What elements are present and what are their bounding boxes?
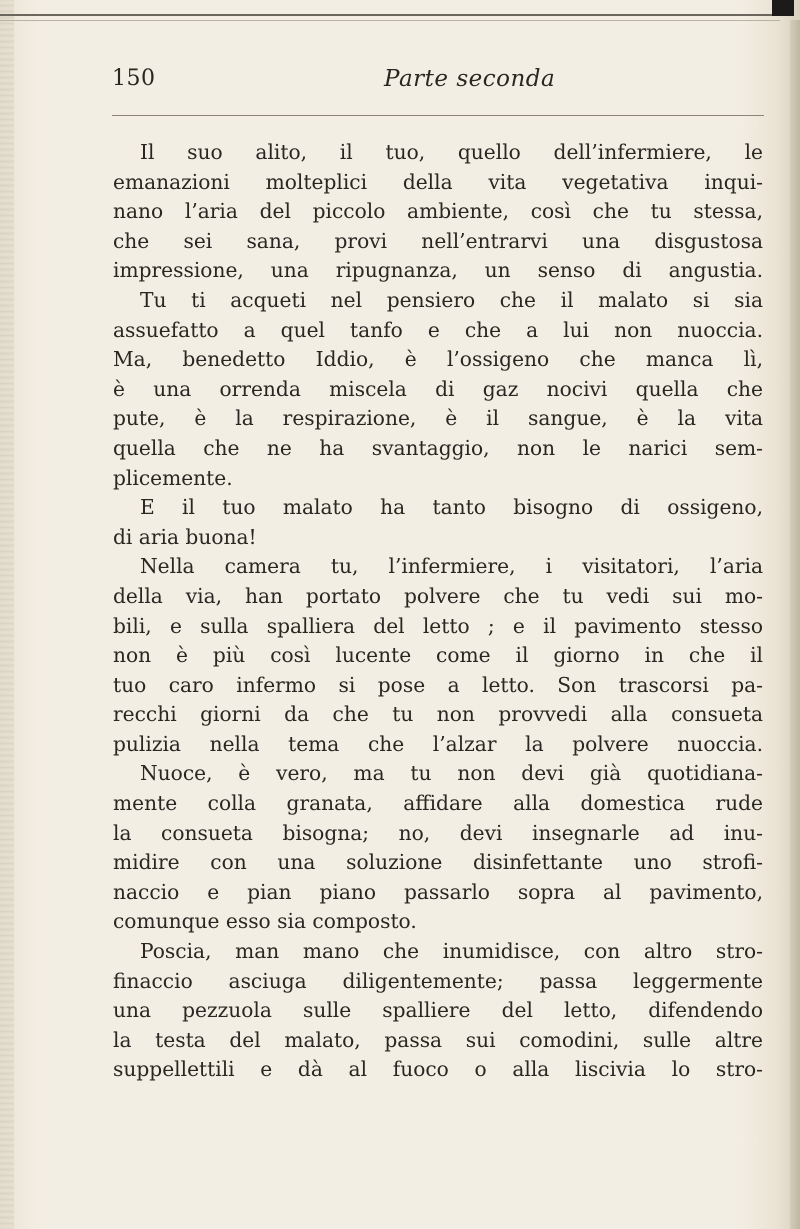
body-text bbox=[113, 138, 763, 1085]
text-line: della via, han portato polvere che tu vedi sui mo- bbox=[113, 583, 763, 608]
running-head: Parte seconda bbox=[384, 66, 556, 92]
text-line: impressione, una ripugnanza, un senso di angustia. bbox=[113, 258, 763, 283]
header-rule bbox=[112, 115, 764, 116]
text-line: plicemente. bbox=[113, 465, 233, 490]
text-line: finaccio asciuga diligentemente; passa leggermente bbox=[113, 968, 763, 993]
text-line: suppellettili e dà al fuoco o alla liscivia lo stro- bbox=[113, 1057, 763, 1082]
page-right-edge bbox=[790, 20, 800, 1229]
page-left-edge bbox=[0, 0, 14, 1229]
text-line: che sei sana, provi nell’entrarvi una disgustosa bbox=[113, 228, 763, 253]
text-line: tuo caro infermo si pose a letto. Son trascorsi pa- bbox=[113, 672, 763, 697]
text-line: di aria buona! bbox=[113, 524, 257, 549]
scan-corner-mark bbox=[772, 0, 794, 16]
text-line: pulizia nella tema che l’alzar la polvere nuoccia. bbox=[113, 731, 763, 756]
text-line: una pezzuola sulle spalliere del letto, difendendo bbox=[113, 998, 763, 1023]
text-line: Nuoce, è vero, ma tu non devi già quotidiana- bbox=[140, 761, 763, 786]
text-line: Tu ti acqueti nel pensiero che il malato si sia bbox=[140, 287, 763, 312]
text-line: naccio e pian piano passarlo sopra al pavimento, bbox=[113, 879, 763, 904]
text-line: bili, e sulla spalliera del letto ; e il pavimento stesso bbox=[113, 613, 763, 638]
text-line: Ma, benedetto Iddio, è l’ossigeno che manca lì, bbox=[113, 347, 763, 372]
text-line: nano l’aria del piccolo ambiente, così che tu stessa, bbox=[113, 199, 763, 224]
text-line: assuefatto a quel tanfo e che a lui non nuoccia. bbox=[113, 317, 763, 342]
text-line: recchi giorni da che tu non provvedi alla consueta bbox=[113, 702, 763, 727]
text-line: Il suo alito, il tuo, quello dell’infermiere, le bbox=[140, 140, 763, 164]
text-line: la testa del malato, passa sui comodini, sulle altre bbox=[113, 1027, 763, 1052]
text-line: la consueta bisogna; no, devi insegnarle ad inu- bbox=[113, 820, 763, 845]
text-line: comunque esso sia composto. bbox=[113, 909, 417, 934]
text-line: midire con una soluzione disinfettante uno strofi- bbox=[113, 850, 763, 875]
text-line: è una orrenda miscela di gaz nocivi quella che bbox=[113, 376, 763, 401]
text-line: mente colla granata, affidare alla domestica rude bbox=[113, 791, 763, 816]
text-line: pute, è la respirazione, è il sangue, è la vita bbox=[113, 406, 763, 431]
text-line: emanazioni molteplici della vita vegetativa inqui- bbox=[113, 169, 763, 194]
text-line: E il tuo malato ha tanto bisogno di ossigeno, bbox=[140, 495, 763, 520]
scan-top-rule-thin bbox=[0, 20, 780, 21]
text-line: quella che ne ha svantaggio, non le narici sem- bbox=[113, 435, 763, 460]
page-header bbox=[112, 66, 772, 106]
text-line: Nella camera tu, l’infermiere, i visitatori, l’aria bbox=[140, 554, 763, 579]
scan-top-rule bbox=[0, 14, 780, 16]
text-line: Poscia, man mano che inumidisce, con altro stro- bbox=[140, 939, 763, 964]
page-number: 150 bbox=[112, 66, 156, 91]
text-line: non è più così lucente come il giorno in che il bbox=[113, 643, 763, 668]
